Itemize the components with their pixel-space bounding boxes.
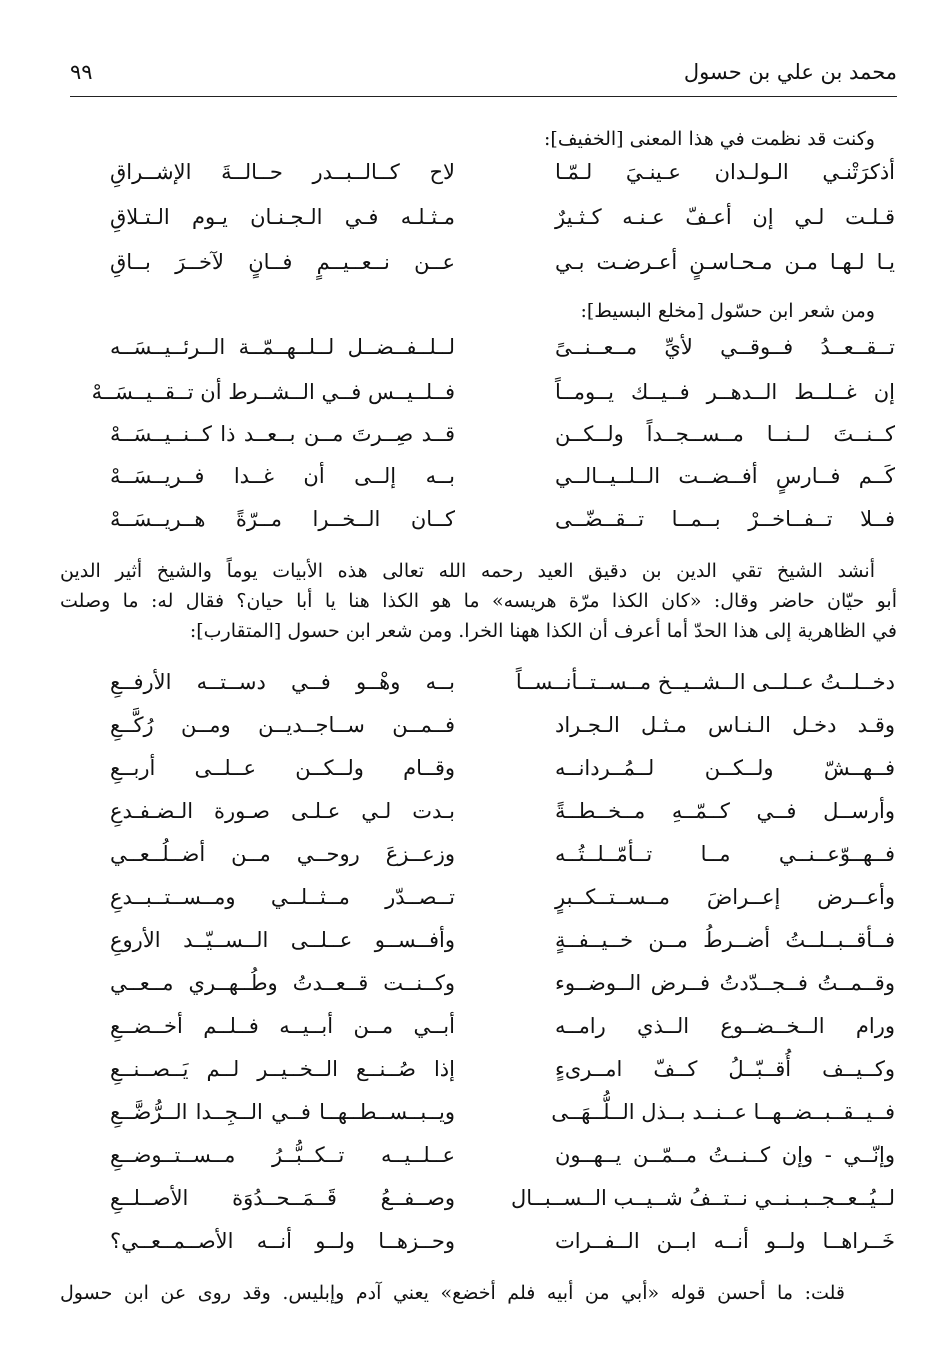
- verse-line: [60, 160, 895, 200]
- verse-second-hemistich: وحــزهــا ولــو أنــه الأصــمــعــي؟: [110, 1229, 455, 1253]
- verse-line: [60, 250, 895, 290]
- prose-line: أبو حيّان حاضر وقال: «كان الكذا مرّة هريسه» ما هو الكذا هنا يا أبا حيان؟ فقال له: ما وصلت: [60, 590, 898, 612]
- page-number: ٩٩: [70, 60, 93, 84]
- verse-line: [60, 1229, 895, 1269]
- verse-first-hemistich: لــيُــعــجــبــنــي نــتــفُ شــيــب الــســبــال: [510, 1186, 895, 1210]
- verse-line: [60, 1014, 895, 1054]
- verse-first-hemistich: ورام الــخــضــوع الــذي رامــه: [555, 1014, 895, 1038]
- verse-first-hemistich: فــيــقــبــضــهــا عــنــد بــذل الــلُّــهَــى: [551, 1100, 895, 1124]
- verse-first-hemistich: يـا لـهـا مـن مـحـاسـنٍ أعـرضـت بـي: [555, 250, 895, 274]
- verse-line: [60, 670, 895, 710]
- verse-first-hemistich: وإنّــي - وإن كــنــتُ مــمّــن يــهــون: [555, 1143, 895, 1167]
- verse-first-hemistich: دخــلــتُ عــلــى الــشــيــخ مــســتــأنــســاً: [515, 670, 895, 694]
- verse-line: [60, 713, 895, 753]
- verse-line: [60, 335, 895, 375]
- verse-first-hemistich: وأرســل فــي كــمّــهِ مــخــطــةً: [555, 799, 895, 823]
- verse-line: [60, 380, 895, 420]
- verse-line: [60, 928, 895, 968]
- verse-line: [60, 1100, 895, 1140]
- verse-second-hemistich: وكــنــت قــعــدتُ وطُــهــري مــعــي: [110, 971, 455, 995]
- verse-line: [60, 422, 895, 462]
- verse-line: [60, 971, 895, 1011]
- verse-second-hemistich: قــد صِــرتَ مــن بــعــد ذا كــنــيــسَــهْ: [110, 422, 455, 446]
- running-title: محمد بن علي بن حسول: [683, 60, 897, 84]
- verse-line: [60, 799, 895, 839]
- verse-second-hemistich: بــه إلــى أن غــدا فــريــسَــهْ: [110, 464, 455, 488]
- verse-first-hemistich: فــأقــبــلــتُ أضــرطُ مــن خــيــفــةٍ: [555, 928, 895, 952]
- section-intro: ومن شعر ابن حسّول [مخلع البسيط]:: [580, 300, 875, 322]
- verse-first-hemistich: وأعــرض إعــراضَ مــســتــكــبرٍ: [555, 885, 895, 909]
- verse-first-hemistich: إن غــلــط الــدهــر فــيــك يــومــاً: [555, 380, 895, 404]
- verse-first-hemistich: أذكرَتْنـي الـولـدان عـينـيَ لـمّـا: [555, 160, 895, 184]
- verse-second-hemistich: إذا صُــنــع الــخــيــر لــم يَــصــنــعِ: [110, 1057, 455, 1081]
- verse-second-hemistich: تــصــدّر مــثــلــي ومــســتــبــدعِ: [110, 885, 455, 909]
- verse-second-hemistich: وقــام ولــكــن عــلــى أربــعِ: [110, 756, 455, 780]
- verse-second-hemistich: وأفــســو عــلــى الــســيّــد الأروعِ: [110, 928, 455, 952]
- verse-first-hemistich: فــهــشّ ولــكــن لــمُــردانــه: [555, 756, 895, 780]
- verse-line: [60, 885, 895, 925]
- closing-paragraph: قلت: ما أحسن قوله «أبي من أبيه فلم أخضع» يعني آدم وإبليس. وقد روى عن ابن حسول: [60, 1282, 845, 1304]
- verse-first-hemistich: وقـد دخـل الـنـاس مـثـل الـجـراد: [555, 713, 895, 737]
- running-header: [70, 52, 897, 97]
- verse-second-hemistich: بــه وهْــو فــي دســتــه الأرفــعِ: [110, 670, 455, 694]
- verse-line: [60, 756, 895, 796]
- verse-second-hemistich: وصــفــعُ قَــمَــحــدُوَة الأصــلــعِ: [110, 1186, 455, 1210]
- verse-first-hemistich: خَــراهــا ولــو أنــه ابــن الــفــرات: [555, 1229, 895, 1253]
- verse-line: [60, 205, 895, 245]
- verse-first-hemistich: فــهــوّعــنــي مــا تــأمّــلــتُــه: [555, 842, 895, 866]
- section-intro: وكنت قد نظمت في هذا المعنى [الخفيف]:: [544, 128, 875, 150]
- verse-second-hemistich: فــمــن ســاجــديــن ومــن رُكَّــعِ: [110, 713, 455, 737]
- verse-second-hemistich: وزعــزعَ روحــي مــن أضــلُــعــي: [110, 842, 455, 866]
- verse-line: [60, 1186, 895, 1226]
- verse-second-hemistich: لاح كــالــبــدر حــالــةَ الإشــراقِ: [110, 160, 455, 184]
- verse-first-hemistich: كــنــتَ لــنــا مــســجــداً ولــكــن: [555, 422, 895, 446]
- verse-first-hemistich: فــلا تــفــاخــرْ بــمــا تــقــضّــى: [555, 507, 895, 531]
- prose-line: في الظاهرية إلى هذا الحدّ أما أعرف أن الكذا ههنا الخرا. ومن شعر ابن حسول [المتقارب]:: [189, 620, 897, 642]
- verse-second-hemistich: ويــبــســطــهــا فــي الــجِــدا الــرُّضَّــعِ: [110, 1100, 455, 1124]
- verse-second-hemistich: مـثـلـه فـي الـجـنـان يـوم الـتـلاقِ: [110, 205, 455, 229]
- verse-line: [60, 1143, 895, 1183]
- verse-second-hemistich: أبــي مــن أبــيــه فــلــم أخــضــعِ: [110, 1014, 455, 1038]
- verse-first-hemistich: وقــمــتُ فــجــدّدتُ فــرض الــوضــوء: [555, 971, 895, 995]
- verse-first-hemistich: كَــم فــارسٍ أفــضــت الــلــيــالــي: [555, 464, 895, 488]
- verse-second-hemistich: بـدت لـي عـلـى صـورة الـضـفـدعِ: [110, 799, 455, 823]
- verse-second-hemistich: فــلــيــس فــي الــشــرط أن تــقــيــسَــهْ: [91, 380, 455, 404]
- verse-second-hemistich: لــلــفــضــل لــلــهــمّــة الــرئــيــسَــه: [110, 335, 455, 359]
- verse-line: [60, 842, 895, 882]
- verse-second-hemistich: عــن نــعــيــمٍ فــانٍ لآخــرَ بــاقِ: [110, 250, 455, 274]
- verse-second-hemistich: عــلــيــه تــكــبُّــرُ مــســتــوضــعِ: [110, 1143, 455, 1167]
- verse-second-hemistich: كــان الــخــرا مــرّةً هــريــسَــهْ: [110, 507, 455, 531]
- verse-line: [60, 1057, 895, 1097]
- verse-first-hemistich: قـلـت لـي إن أعـفّ عـنـه كـثـيرٌ: [555, 205, 895, 229]
- verse-first-hemistich: تــقــعــدُ فــوقــي لأيِّ مــعــنــىً: [555, 335, 895, 359]
- verse-line: [60, 464, 895, 504]
- prose-line: أنشد الشيخ تقي الدين بن دقيق العيد رحمه الله تعالى هذه الأبيات يوماً والشيخ أثير الدين: [60, 560, 875, 582]
- verse-first-hemistich: وكــيــف أُقــبّــلُ كــفّ امــرىءٍ: [555, 1057, 895, 1081]
- verse-line: [60, 507, 895, 547]
- prose-paragraph: [60, 556, 897, 646]
